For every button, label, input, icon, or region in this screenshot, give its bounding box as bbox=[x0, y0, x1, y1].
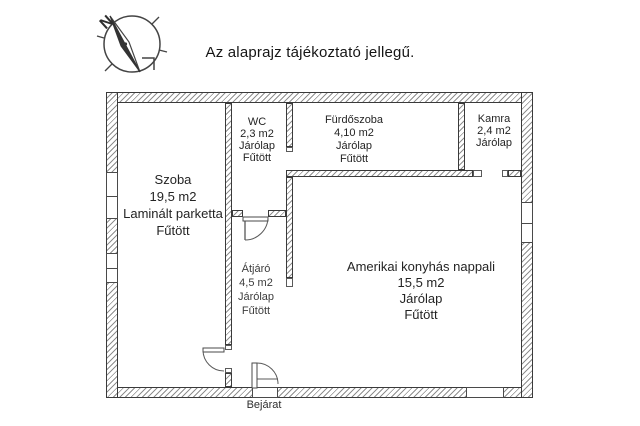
room-heating: Fűtött bbox=[339, 153, 369, 165]
compass-north-letter: N bbox=[96, 12, 117, 33]
room-heating: Fűtött bbox=[242, 152, 272, 164]
room-floor: Járólap bbox=[399, 291, 443, 306]
room-area: 2,4 m2 bbox=[477, 125, 511, 137]
compass-tick-w bbox=[97, 36, 104, 38]
room-floor: Laminált parketta bbox=[123, 206, 223, 221]
room-area: 2,3 m2 bbox=[240, 128, 274, 140]
entrance-door bbox=[252, 363, 278, 388]
room-name: Fürdőszoba bbox=[324, 114, 384, 126]
room-floor: Járólap bbox=[237, 291, 275, 303]
compass-icon bbox=[96, 6, 168, 78]
compass-tick-sw bbox=[105, 64, 112, 71]
room-area: 19,5 m2 bbox=[149, 189, 197, 204]
compass-center-dot bbox=[124, 42, 127, 45]
room-label-kamra bbox=[476, 113, 512, 149]
compass-tick-ne bbox=[152, 17, 159, 24]
room-label-furdoszoba bbox=[325, 114, 383, 166]
compass-tick-e bbox=[159, 50, 167, 52]
room-name: Szoba bbox=[154, 172, 192, 187]
room-heating: Fűtött bbox=[156, 223, 190, 238]
floor-plan bbox=[106, 92, 533, 398]
room-area: 4,10 m2 bbox=[334, 127, 374, 139]
room-label-atjaro bbox=[238, 262, 274, 318]
room-heating: Fűtött bbox=[241, 305, 271, 317]
door-symbols-layer bbox=[106, 92, 533, 398]
entrance-label: Bejárat bbox=[246, 399, 282, 411]
room-name: Kamra bbox=[477, 113, 511, 125]
room-floor: Járólap bbox=[238, 140, 276, 152]
wc-door bbox=[243, 217, 268, 240]
plan-disclaimer-text: Az alaprajz tájékoztató jellegű. bbox=[205, 44, 415, 61]
room-floor: Járólap bbox=[475, 137, 513, 149]
room-name: WC bbox=[247, 116, 267, 128]
room-name: Amerikai konyhás nappali bbox=[346, 259, 496, 274]
room-heating: Fűtött bbox=[404, 307, 438, 322]
room-label-nappali bbox=[347, 259, 495, 323]
room-area: 15,5 m2 bbox=[397, 275, 445, 290]
room-label-szoba bbox=[123, 171, 223, 239]
room-floor: Járólap bbox=[335, 140, 373, 152]
room-label-wc bbox=[239, 116, 275, 164]
szoba-door bbox=[203, 348, 224, 371]
room-name: Átjáró bbox=[241, 263, 271, 275]
room-area: 4,5 m2 bbox=[239, 277, 273, 289]
